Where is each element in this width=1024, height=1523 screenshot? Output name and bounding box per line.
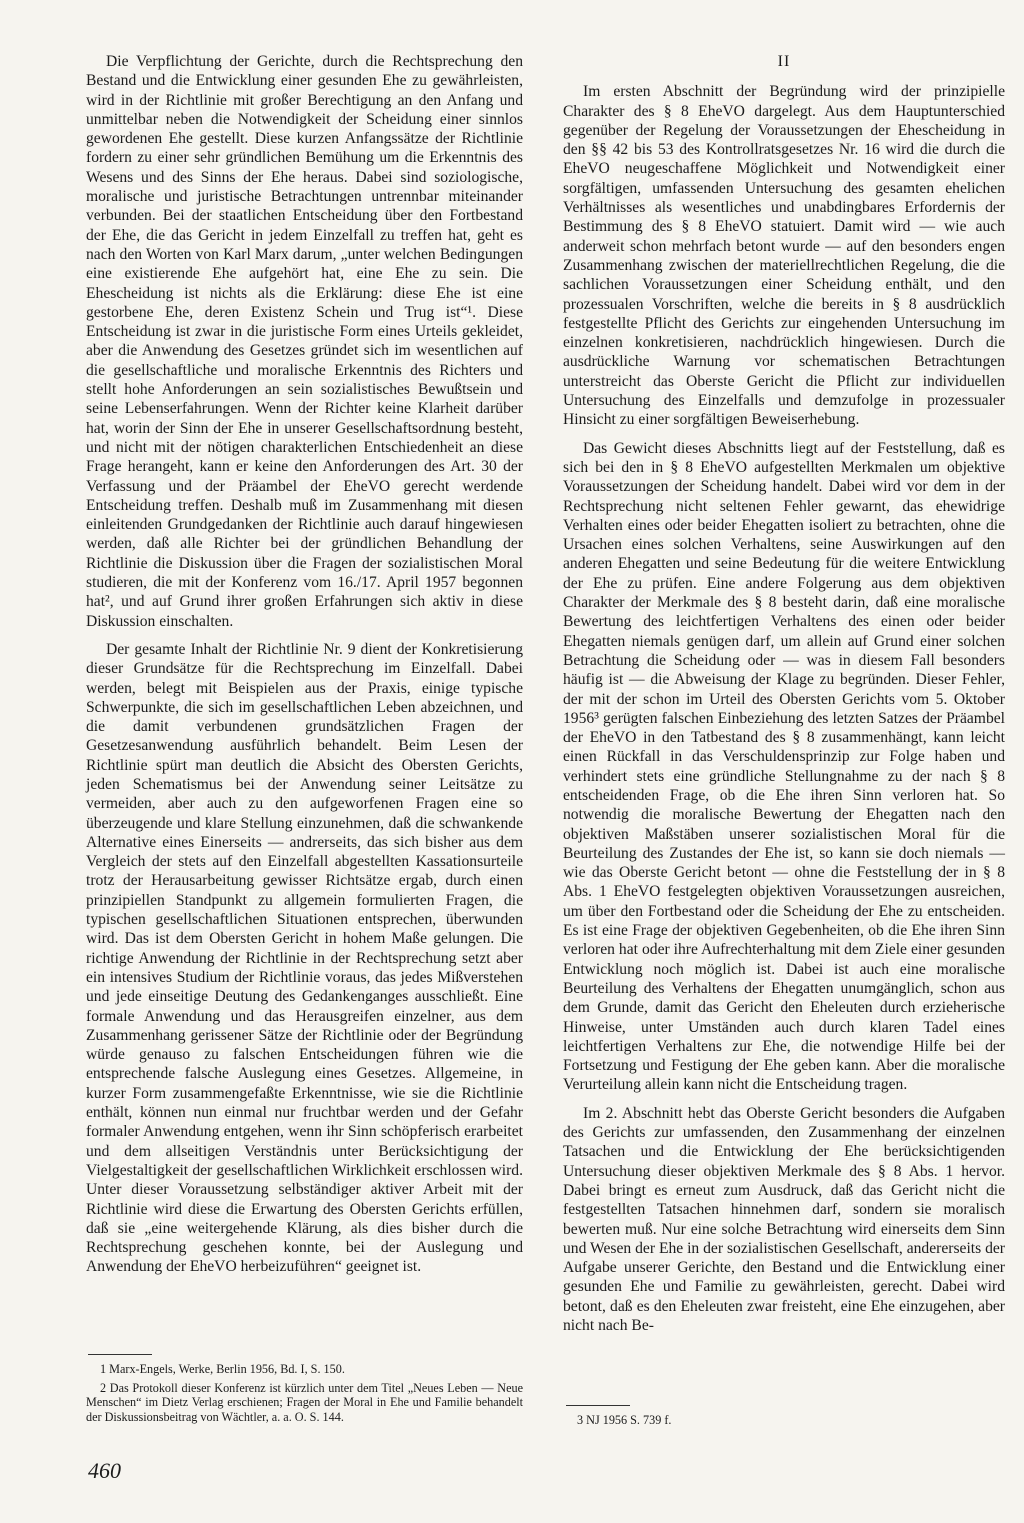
left-footnotes: [86, 1362, 523, 1428]
right-footnotes: [563, 1413, 1005, 1432]
footnote: 1 Marx-Engels, Werke, Berlin 1956, Bd. I, S. 150.: [100, 1362, 345, 1376]
right-column: [563, 52, 1005, 1344]
page-number: 460: [88, 1458, 121, 1483]
footnote: 2 Das Protokoll dieser Konferenz ist kürzlich unter dem Titel „Neues Leben — Neue Menschen“ im Dietz Verlag erschienen; Fragen der Moral in Ehe und Familie behandelt der Diskussionsbeitrag von Wächtler, a. a. O. S. 144.: [86, 1380, 523, 1424]
left-column: [86, 52, 523, 1286]
body-paragraph: Im 2. Abschnitt hebt das Oberste Gericht besonders die Aufgaben des Gerichts zur umfassenden, den Zusammenhang der einzelnen Tatsachen und die Entwicklung der Ehe berücksichtigenden Untersuchung dieser objektiven Merkmale des § 8 Abs. 1 hervor. Dabei bringt es erneut zum Ausdruck, daß das Gericht nicht die festgestellten Tatsachen hinnehmen darf, sondern sie moralisch bewerten muß. Nur eine solche Betrachtung wird einerseits dem Sinn und Wesen der Ehe in der sozialistischen Gesellschaft, andererseits der Aufgabe unserer Gerichte, den Bestand und die Entwicklung einer gesunden Ehe und Familie zu gewährleisten, gerecht. Dabei wird betont, daß es den Eheleuten zwar freisteht, eine Ehe einzugehen, aber nicht nach Be-: [563, 1104, 1005, 1334]
body-paragraph: Die Verpflichtung der Gerichte, durch die Rechtsprechung den Bestand und die Entwicklung einer gesunden Ehe zu gewährleisten, wird in der Richtlinie mit großer Berechtigung an den Anfang und unmittelbar neben die Notwendigkeit der Scheidung einer sinnlos gewordenen Ehe gestellt. Diese kurzen Anfangssätze der Richtlinie fordern zu einer sehr gründlichen Bemühung um die Erkenntnis des Wesens und des Sinns der Ehe heraus. Dabei sind soziologische, moralische und juristische Betrachtungen untrennbar miteinander verbunden. Bei der staatlichen Entscheidung über den Fortbestand der Ehe, die das Gericht in jedem Einzelfall zu treffen hat, geht es nach den Worten von Karl Marx darum, „unter welchen Bedingungen eine existierende Ehe aufgehört hat, eine Ehe zu sein. Die Ehescheidung ist nichts als die Erklärung: diese Ehe ist eine gestorbene Ehe, deren Existenz Schein und Trug ist“¹. Diese Entscheidung ist zwar in die juristische Form eines Urteils gekleidet, aber die Anwendung des Gesetzes gründet sich im wesentlichen auf die gesellschaftliche und moralische Erkenntnis des Richters und stellt hohe Anforderungen an sein sozialistisches Bewußtsein und seine Lebenserfahrungen. Wenn der Richter keine Klarheit darüber hat, worin der Sinn der Ehe in unserer Gesellschaftsordnung besteht, und nicht mit der nötigen charakterlichen Entschiedenheit an diese Frage herangeht, kann er keine den Anforderungen des Art. 30 der Verfassung und der Präambel der EheVO gerecht werdende Entscheidung treffen. Deshalb muß im Zusammenhang mit diesen einleitenden Grundgedanken der Richtlinie auch darauf hingewiesen werden, daß alle Richter bei der gründlichen Behandlung der Richtlinie die Diskussion über die Fragen der sozialistischen Moral studieren, die mit der Konferenz vom 16./17. April 1957 begonnen hat², und auf Grund ihrer großen Erfahrungen sich aktiv in diese Diskussion einschalten.: [86, 53, 523, 630]
body-paragraph: Der gesamte Inhalt der Richtlinie Nr. 9 dient der Konkretisierung dieser Grundsätze für die Rechtsprechung im Einzelfall. Dabei werden, belegt mit Beispielen aus der Praxis, einige typische Schwerpunkte, die sich im gesellschaftlichen Leben abzeichnen, und die damit verbundenen grundsätzlichen Fragen der Gesetzesanwendung ausführlich behandelt. Beim Lesen der Richtlinie spürt man deutlich die Absicht des Obersten Gerichts, jeden Schematismus bei der Anwendung seiner Leitsätze zu vermeiden, aber auch zu den aufgeworfenen Fragen eine so überzeugende und klare Stellung einzunehmen, daß die schwankende Alternative eines Einerseits — andrerseits, das sich bisher aus dem Vergleich der stets auf den Einzelfall abgestellten Kassationsurteile trotz der Herausarbeitung gewisser Richtsätze ergab, durch einen prinzipiellen Standpunkt zu allgemein formulierten Fragen, die typischen gesellschaftlichen Situationen entsprechen, überwunden wird. Das ist dem Obersten Gericht in hohem Maße gelungen. Die richtige Anwendung der Richtlinie in der Rechtsprechung setzt aber ein intensives Studium der Richtlinie voraus, das jedes Mißverstehen und jede einseitige Deutung des Gedankenganges ausschließt. Eine formale Anwendung und das Herausgreifen einzelner, aus dem Zusammenhang gerissener Sätze der Richtlinie oder der Begründung würde genauso zu falschen Entscheidungen führen wie die entsprechende falsche Auslegung eines Gesetzes. Allgemeine, in kurzer Form zusammengefaßte Erkenntnisse, wie sie die Richtlinie enthält, können nun einmal nur fruchtbar werden und der Gefahr formaler Anwendung entgehen, wenn ihr Sinn schöpferisch erarbeitet und dem allseitigen Verständnis unter Berücksichtigung der Vielgestaltigkeit der gesellschaftlichen Wirklichkeit erschlossen wird. Unter dieser Voraussetzung selbständiger aktiver Arbeit mit der Richtlinie wird diese die Erwartung des Obersten Gerichts erfüllen, daß sie „eine weitergehende Klärung, als dies bisher durch die Rechtsprechung geschehen konnte, bei der Auslegung und Anwendung der EheVO herbeizuführen“ geeignet ist.: [86, 640, 523, 1276]
footnote: 3 NJ 1956 S. 739 f.: [577, 1413, 672, 1427]
section-heading: II: [777, 53, 791, 70]
footnote-rule: [88, 1354, 152, 1355]
body-paragraph: Im ersten Abschnitt der Begründung wird der prinzipielle Charakter des § 8 EheVO dargelegt. Aus dem Hauptunterschied gegenüber der Regelung der Voraussetzungen der Ehescheidung in den §§ 42 bis 53 des Kontrollratsgesetzes Nr. 16 wird die durch die EheVO neugeschaffene Möglichkeit und Notwendigkeit einer sorgfältigen, umfassenden Untersuchung des gesamten ehelichen Verhältnisses als wesentliches und unabdingbares Erfordernis der Bestimmung des § 8 EheVO statuiert. Damit wird — wie auch anderweit schon mehrfach betont wurde — auf den besonders engen Zusammenhang zwischen der materiellrechtlichen Regelung, die die sachlichen Voraussetzungen einer Scheidung enthält, und den prozessualen Vorschriften, welche die bereits in § 8 ausdrücklich festgestellte Pflicht des Gerichts zur eingehenden Untersuchung im einzelnen konkretisieren, nachdrücklich hingewiesen. Durch die ausdrückliche Warnung vor schematischen Betrachtungen unterstreicht das Oberste Gericht die Pflicht zur individuellen Untersuchung des Einzelfalls und demzufolge in prozessualer Hinsicht zu einer sorgfältigen Beweiserhebung.: [563, 83, 1005, 429]
body-paragraph: Das Gewicht dieses Abschnitts liegt auf der Feststellung, daß es sich bei den in § 8 EheVO aufgestellten Merkmalen um objektive Voraussetzungen der Scheidung handelt. Dabei wird vor dem in der Rechtsprechung nicht seltenen Fehler gewarnt, das ehewidrige Verhalten eines oder beider Ehegatten isoliert zu betrachten, ohne die Ursachen eines solchen Verhaltens, seine Auswirkungen auf den anderen Ehegatten und seine Bedeutung für die weitere Entwicklung der Ehe zu prüfen. Eine andere Folgerung aus dem objektiven Charakter der Merkmale des § 8 besteht darin, daß eine moralische Bewertung des leichtfertigen Verhaltens des einen oder beider Ehegatten niemals genügen darf, um allein auf Grund einer solchen Betrachtung die Scheidung oder — was in diesem Fall besonders häufig ist — die Abweisung der Klage zu begründen. Dieser Fehler, der mit der schon im Urteil des Obersten Gerichts vom 5. Oktober 1956³ gerügten falschen Einbeziehung des letzten Satzes der Präambel der EheVO in den Tatbestand des § 8 zusammenhängt, kann leicht einen Rückfall in das Verschuldensprinzip zur Folge haben und verhindert stets eine gründliche Stellungnahme zu der nach § 8 entscheidenden Frage, ob die Ehe ihren Sinn verloren hat. So notwendig die moralische Bewertung der Ehegatten nach den objektiven Maßstäben unserer sozialistischen Moral für die Beurteilung des Zustandes der Ehe ist, so kann sie doch niemals — wie das Oberste Gericht betont — ohne die Feststellung der in § 8 Abs. 1 EheVO festgelegten objektiven Voraussetzungen ausreichen, um über den Fortbestand oder die Scheidung der Ehe zu entscheiden. Es ist eine Frage der objektiven Gegebenheiten, ob die Ehe ihren Sinn verloren hat oder ihre Aufrechterhaltung mit dem Ziele einer gesunden Entwicklung noch möglich ist. Dabei ist auch eine moralische Beurteilung des Verhaltens der Ehegatten unumgänglich, schon aus dem Grunde, damit das Gericht den Eheleuten durch erzieherische Hinweise, unter Umständen auch durch klaren Tadel eines leichtfertigen Verhaltens zur Ehe, die notwendige Hilfe bei der Fortsetzung und Festigung der Ehe geben kann. Aber die moralische Verurteilung allein kann nicht die Entscheidung tragen.: [563, 439, 1005, 1094]
footnote-rule: [566, 1405, 630, 1406]
